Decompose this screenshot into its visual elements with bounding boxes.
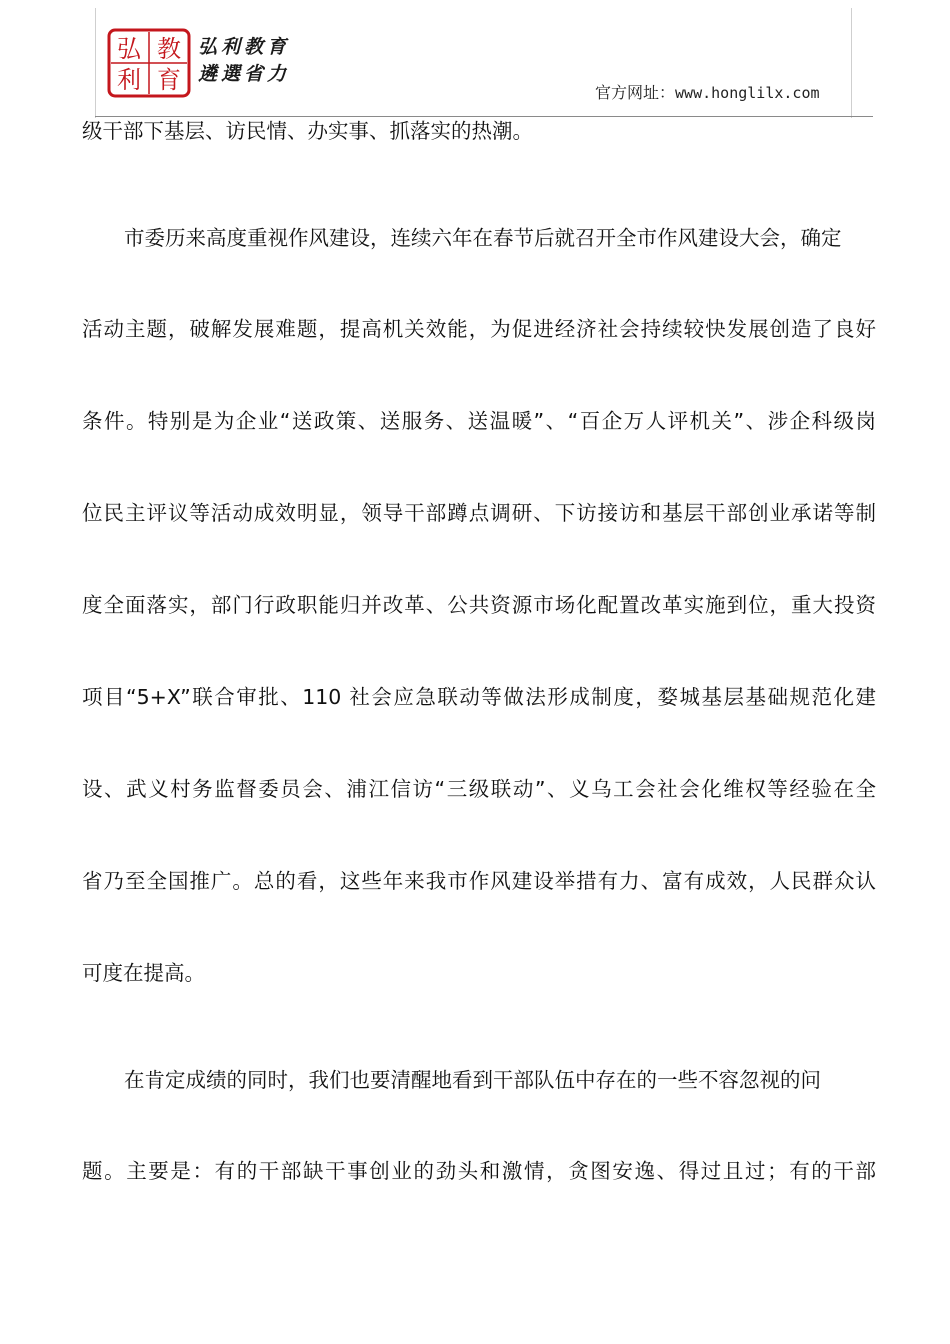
logo-line-2: 遴選省力 — [198, 63, 291, 85]
website-url[interactable]: www.honglilx.com — [675, 84, 820, 102]
body-line: 设、武义村务监督委员会、浦江信访“三级联动”、义乌工会社会化维权等经验在全 — [82, 777, 876, 801]
body-line: 省乃至全国推广。总的看，这些年来我市作风建设举措有力、富有成效，人民群众认 — [82, 869, 876, 893]
body-line: 条件。特别是为企业“送政策、送服务、送温暖”、“百企万人评机关”、涉企科级岗 — [82, 409, 876, 433]
seal-char-1: 教 — [157, 35, 181, 63]
website-info — [595, 80, 820, 103]
body-line: 在肯定成绩的同时，我们也要清醒地看到干部队伍中存在的一些不容忽视的问 — [124, 1068, 821, 1092]
seal-char-2: 利 — [117, 66, 141, 94]
seal-char-3: 育 — [157, 66, 181, 94]
logo-text — [198, 34, 290, 88]
logo-seal-icon — [107, 28, 191, 98]
body-line: 项目“5+X”联合审批、110 社会应急联动等做法形成制度，婺城基层基础规范化建 — [82, 685, 876, 709]
body-line: 级干部下基层、访民情、办实事、抓落实的热潮。 — [82, 119, 533, 143]
website-label: 官方网址： — [595, 83, 676, 102]
body-line: 度全面落实，部门行政职能归并改革、公共资源市场化配置改革实施到位，重大投资 — [82, 593, 876, 617]
body-line: 题。主要是：有的干部缺干事创业的劲头和激情，贪图安逸、得过且过；有的干部 — [82, 1159, 876, 1183]
seal-char-0: 弘 — [117, 35, 141, 63]
page-header — [0, 0, 950, 120]
body-line: 位民主评议等活动成效明显，领导干部蹲点调研、下访接访和基层干部创业承诺等制 — [82, 501, 876, 525]
body-line: 活动主题，破解发展难题，提高机关效能，为促进经济社会持续较快发展创造了良好 — [82, 317, 876, 341]
body-line: 可度在提高。 — [82, 961, 205, 985]
body-line: 市委历来高度重视作风建设，连续六年在春节后就召开全市作风建设大会，确定 — [124, 226, 842, 250]
header-right-border — [851, 8, 852, 118]
header-left-border — [95, 8, 96, 118]
logo-line-1: 弘利教育 — [198, 36, 291, 58]
